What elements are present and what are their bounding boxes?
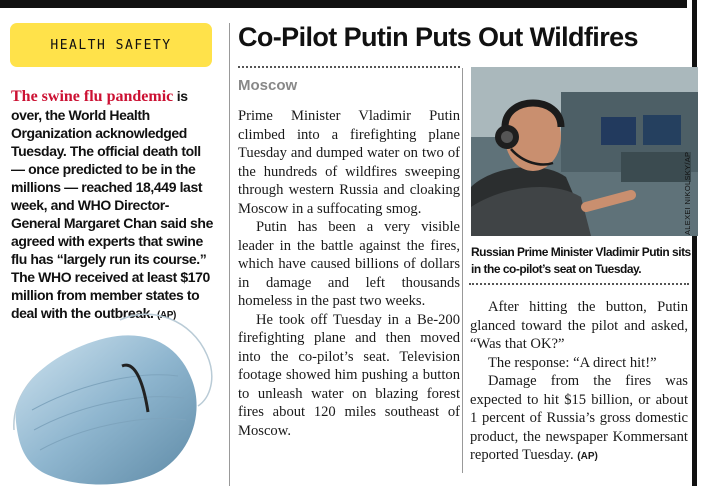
brief-lead: The swine flu pandemic [11, 88, 174, 105]
article-headline: Co-Pilot Putin Puts Out Wildfires [238, 22, 638, 52]
inner-column-divider [462, 68, 463, 473]
article-dateline: Moscow [238, 77, 298, 94]
top-rule [0, 0, 687, 8]
sidebar-brief [11, 87, 217, 325]
article-column-2 [470, 298, 688, 467]
article-credit: (AP) [577, 451, 598, 462]
paragraph: Putin has been a very visible leader in the battle against the fires, which have caused billions of dollars in damage and left thousands homeless in the past two weeks. [238, 219, 460, 309]
article-column-1 [238, 107, 460, 440]
surgical-mask-image [2, 300, 226, 486]
paragraph: He took off Tuesday in a Be-200 firefighting plane and then moved into the co-pilot’s seat. Television footage showed him pushing a button to unleash water on blazing forest fires about 120 miles southeast of Moscow. [238, 311, 460, 439]
dotted-rule [469, 283, 689, 285]
photo-credit: ALEXEI NIKOLSKY/AP [683, 151, 692, 235]
section-badge: HEALTH SAFETY [10, 23, 212, 67]
paragraph: Prime Minister Vladimir Putin climbed into a firefighting plane Tuesday and dumped water on two of the hundreds of wildfires sweeping through western Russia and cloaking Moscow in a suffocating smog. [238, 108, 460, 217]
putin-cockpit-photo [471, 67, 698, 236]
paragraph [470, 372, 688, 467]
dotted-rule [238, 66, 460, 68]
paragraph: The response: “A direct hit!” [488, 354, 657, 371]
brief-text: is over, the World Health Organization acknowledged Tuesday. The official death toll — once predicted to be in the millions — reached 18,449 last week, and WHO Director-General Margaret Chan said she agreed with experts that swine flu has “largely run its course.” The WHO received at least $170 million from member states to deal with the outbreak. [11, 88, 213, 321]
paragraph: After hitting the button, Putin glanced toward the pilot and asked, “Was that OK?” [470, 299, 688, 352]
brief-credit: (AP) [156, 310, 176, 321]
paragraph-text: Damage from the fires was expected to hit $15 billion, or about 1 percent of Russia’s gross domestic product, the newspaper Kommersant reported Tuesday. [470, 373, 688, 463]
column-divider [229, 23, 230, 486]
photo-caption: Russian Prime Minister Vladimir Putin sits in the co-pilot’s seat on Tuesday. [471, 245, 691, 276]
